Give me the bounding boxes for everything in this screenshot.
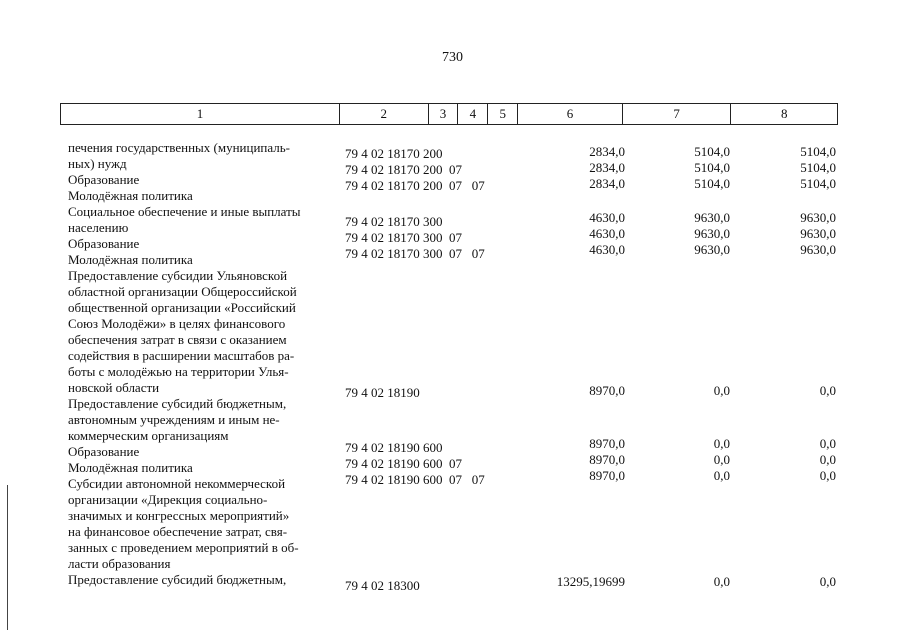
header-col-6: 6 (518, 104, 623, 124)
row-value-c8: 0,0 (819, 436, 836, 451)
row-label: Образование (68, 444, 140, 459)
row-value-c6: 8970,0 (589, 383, 625, 398)
header-col-7: 7 (623, 104, 732, 124)
row-label: Образование (68, 172, 140, 187)
header-col-1: 1 (61, 104, 340, 124)
row-label: населению (68, 220, 129, 235)
row-value-c6: 8970,0 (589, 436, 625, 451)
row-label: Социальное обеспечение и иные выплаты (68, 204, 301, 219)
row-code: 79 4 02 18300 (345, 578, 420, 593)
row-value-c7: 0,0 (713, 574, 730, 589)
header-col-3: 3 (429, 104, 459, 124)
row-label: общественной организации «Российский (68, 300, 296, 315)
row-label: Молодёжная политика (68, 252, 193, 267)
row-label: автономным учреждениям и иным не- (68, 412, 280, 427)
row-code: 79 4 02 18170 300 (345, 214, 443, 229)
row-label: значимых и конгрессных мероприятий» (68, 508, 290, 523)
row-value-c8: 9630,0 (800, 210, 836, 225)
row-value-c6: 4630,0 (589, 242, 625, 257)
row-label: ных) нужд (68, 156, 127, 171)
row-value-c7: 5104,0 (694, 160, 730, 175)
row-label: ласти образования (68, 556, 171, 571)
row-value-c6: 2834,0 (589, 176, 625, 191)
row-value-c7: 0,0 (713, 468, 730, 483)
row-label: Предоставление субсидий бюджетным, (68, 572, 287, 587)
row-code: 79 4 02 18170 300 07 07 (345, 246, 485, 261)
row-label: Союз Молодёжи» в целях финансового (68, 316, 286, 331)
row-code: 79 4 02 18170 300 07 (345, 230, 462, 245)
row-value-c8: 0,0 (819, 468, 836, 483)
row-value-c7: 5104,0 (694, 176, 730, 191)
row-code: 79 4 02 18190 600 07 (345, 456, 462, 471)
row-value-c7: 9630,0 (694, 226, 730, 241)
header-col-5: 5 (488, 104, 518, 124)
row-value-c7: 0,0 (713, 452, 730, 467)
row-value-c8: 0,0 (819, 383, 836, 398)
header-col-8: 8 (780, 106, 788, 121)
row-value-c6: 4630,0 (589, 210, 625, 225)
row-label: печения государственных (муниципаль- (68, 140, 291, 155)
row-value-c8: 5104,0 (800, 160, 836, 175)
row-label: содействия в расширении масштабов ра- (68, 348, 295, 363)
row-label: занных с проведением мероприятий в об- (68, 540, 299, 555)
row-label: Молодёжная политика (68, 188, 193, 203)
page-number: 730 (442, 50, 463, 65)
row-value-c8: 5104,0 (800, 176, 836, 191)
row-code: 79 4 02 18190 600 (345, 440, 443, 455)
row-value-c6: 2834,0 (589, 144, 625, 159)
row-label: Молодёжная политика (68, 460, 193, 475)
row-value-c7: 5104,0 (694, 144, 730, 159)
row-code: 79 4 02 18190 (345, 385, 420, 400)
row-code: 79 4 02 18170 200 (345, 146, 443, 161)
header-col-2: 2 (340, 104, 429, 124)
row-label: организации «Дирекция социально- (68, 492, 268, 507)
row-value-c6: 8970,0 (589, 468, 625, 483)
row-label: боты с молодёжью на территории Улья- (68, 364, 289, 379)
row-value-c8: 9630,0 (800, 242, 836, 257)
row-code: 79 4 02 18170 200 07 (345, 162, 462, 177)
row-code: 79 4 02 18170 200 07 07 (345, 178, 485, 193)
row-value-c8: 9630,0 (800, 226, 836, 241)
row-value-c6: 8970,0 (589, 452, 625, 467)
row-label: Предоставление субсидий бюджетным, (68, 396, 287, 411)
row-value-c7: 0,0 (713, 436, 730, 451)
row-value-c6: 4630,0 (589, 226, 625, 241)
row-code: 79 4 02 18190 600 07 07 (345, 472, 485, 487)
header-col-4: 4 (458, 104, 488, 124)
row-label: коммерческим организациям (68, 428, 229, 443)
row-label: Субсидии автономной некоммерческой (68, 476, 286, 491)
row-value-c8: 0,0 (819, 452, 836, 467)
row-value-c6: 13295,19699 (556, 574, 625, 589)
row-label: областной организации Общероссийской (68, 284, 297, 299)
row-value-c8: 5104,0 (800, 144, 836, 159)
row-value-c6: 2834,0 (589, 160, 625, 175)
row-value-c8: 0,0 (819, 574, 836, 589)
row-value-c7: 0,0 (713, 383, 730, 398)
row-value-c7: 9630,0 (694, 242, 730, 257)
scan-edge-mark (7, 485, 8, 630)
row-label: новской области (68, 380, 160, 395)
row-value-c7: 9630,0 (694, 210, 730, 225)
row-label: Предоставление субсидии Ульяновской (68, 268, 288, 283)
row-label: обеспечения затрат в связи с оказанием (68, 332, 287, 347)
row-label: на финансовое обеспечение затрат, свя- (68, 524, 288, 539)
row-label: Образование (68, 236, 140, 251)
